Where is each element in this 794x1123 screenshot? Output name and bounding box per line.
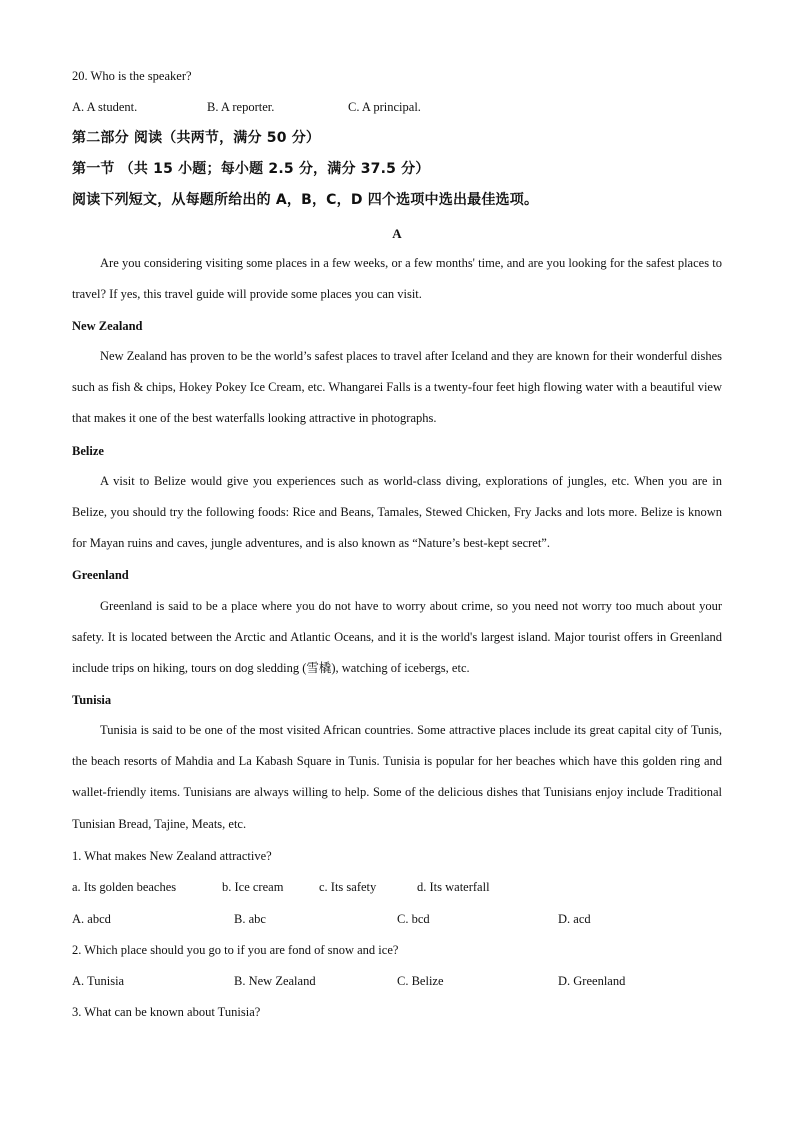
q2-option-a: A. Tunisia [72, 974, 125, 988]
heading-greenland: Greenland [72, 568, 129, 582]
heading-tunisia: Tunisia [72, 693, 112, 707]
q2-option-d: D. Greenland [558, 974, 626, 988]
para-tunisia: Tunisia is said to be one of the most visited African countries. Some attractive places include its great capital city of Tunis, the beach resorts of Mahdia and La Kabash Square in Tunis. Tunisia is popular for her beaches which have this golden ring and wallet-friendly items. Tunisians are always willing to help. Some of the delicious dishes that Tunisians enjoy include Traditional Tunisian Bread, Tajine, Meats, etc. [72, 723, 722, 831]
q20-stem: 20. Who is the speaker? [72, 69, 192, 83]
q1-option-a: A. abcd [72, 912, 111, 926]
heading-new-zealand: New Zealand [72, 319, 143, 333]
passage-intro: Are you considering visiting some places in a few weeks, or a few months' time, and are you looking for the safest places to travel? If yes, this travel guide will provide some places you can visit. [72, 256, 722, 302]
para-greenland: Greenland is said to be a place where you do not have to worry about crime, so you need not worry too much about your safety. It is located between the Arctic and Atlantic Oceans, and it is the world's largest island. Major tourist offers in Greenland include trips on hiking, tours on dog sledding (雪橇), watching of icebergs, etc. [72, 599, 722, 676]
para-belize: A visit to Belize would give you experiences such as world-class diving, explorations of jungles, etc. When you are in Belize, you should try the following foods: Rice and Beans, Tamales, Stewed Chicken, Fry Jacks and lots more. Belize is known for Mayan ruins and caves, jungle adventures, and is also known as “Nature’s best-kept secret”. [72, 474, 722, 551]
q1-option-c: C. bcd [397, 912, 430, 926]
part-title: 第二部分 阅读（共两节，满分 50 分） [72, 130, 321, 146]
q2-stem: 2. Which place should you go to if you are fond of snow and ice? [72, 943, 399, 957]
sub-section-title: 第一节 （共 15 小题；每小题 2.5 分，满分 37.5 分） [72, 161, 430, 177]
q2-option-c: C. Belize [397, 974, 444, 988]
q1-option-b: B. abc [234, 912, 266, 926]
q1-sub-option-d: d. Its waterfall [417, 880, 490, 894]
instruction: 阅读下列短文，从每题所给出的 A，B，C，D 四个选项中选出最佳选项。 [72, 192, 539, 208]
q3-stem: 3. What can be known about Tunisia? [72, 1005, 261, 1019]
q20-option-a: A. A student. [72, 100, 138, 114]
q1-option-d: D. acd [558, 912, 591, 926]
q2-option-b: B. New Zealand [234, 974, 316, 988]
heading-belize: Belize [72, 444, 104, 458]
para-new-zealand: New Zealand has proven to be the world’s safest places to travel after Iceland and they are known for their wonderful dishes such as fish & chips, Hokey Pokey Ice Cream, etc. Whangarei Falls is a twenty-four feet high flowing water with a beautiful view that makes it one of the best waterfalls looking attractive in photographs. [72, 349, 722, 426]
q1-sub-option-c: c. Its safety [319, 880, 377, 894]
q20-option-b: B. A reporter. [207, 100, 275, 114]
q1-sub-option-a: a. Its golden beaches [72, 880, 177, 894]
q20-option-c: C. A principal. [348, 100, 421, 114]
q1-stem: 1. What makes New Zealand attractive? [72, 849, 272, 863]
passage-label: A [392, 226, 402, 241]
q1-sub-option-b: b. Ice cream [222, 880, 284, 894]
